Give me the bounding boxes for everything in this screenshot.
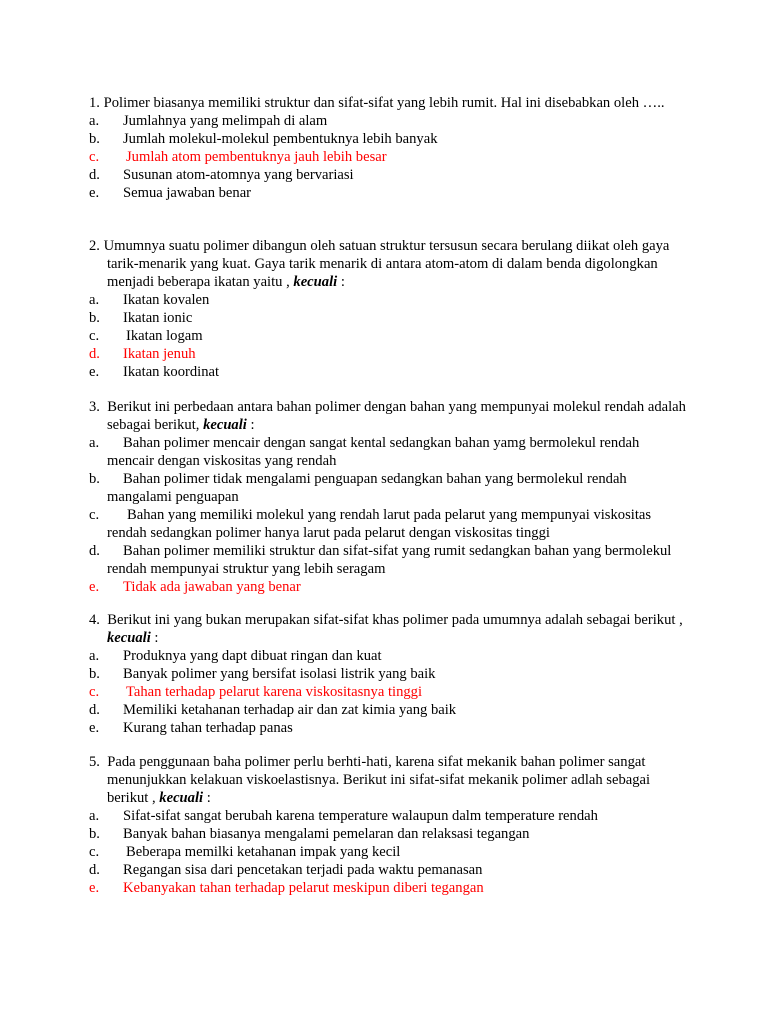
option-letter: e. <box>89 880 100 896</box>
option-3e-answer <box>89 578 689 596</box>
option-3d <box>89 542 689 578</box>
option-text: Memiliki ketahanan terhadap air dan zat kimia yang baik <box>123 702 457 718</box>
question-suffix: : <box>150 630 159 646</box>
question-2-stem <box>89 237 689 291</box>
option-text: Susunan atom-atomnya yang bervariasi <box>123 167 354 183</box>
question-keyword: kecuali <box>107 630 151 646</box>
option-letter: c. <box>89 507 100 523</box>
question-5 <box>89 753 689 897</box>
option-letter: d. <box>89 167 100 183</box>
question-1-stem <box>89 94 689 112</box>
option-letter: d. <box>89 702 100 718</box>
option-text: Banyak polimer yang bersifat isolasi listrik yang baik <box>123 666 436 682</box>
option-letter: b. <box>89 310 100 326</box>
option-4d <box>89 701 689 719</box>
option-letter: b. <box>89 471 100 487</box>
option-text: Semua jawaban benar <box>123 185 252 201</box>
option-1a <box>89 112 689 130</box>
question-3-stem <box>89 398 689 434</box>
option-letter: d. <box>89 543 100 559</box>
option-2a <box>89 291 689 309</box>
option-text: Ikatan logam <box>126 328 203 344</box>
option-text: Bahan polimer tidak mengalami penguapan sedangkan bahan yang bermolekul rendah mangalami penguapan <box>107 471 627 505</box>
option-2c <box>89 327 689 345</box>
option-text: Regangan sisa dari pencetakan terjadi pada waktu pemanasan <box>123 862 483 878</box>
option-text: Kebanyakan tahan terhadap pelarut meskipun diberi tegangan <box>123 880 484 896</box>
question-text: Berikut ini perbedaan antara bahan polimer dengan bahan yang mempunyai molekul rendah adalah sebagai berikut, <box>107 399 686 433</box>
option-3a <box>89 434 689 470</box>
option-1c-answer <box>89 148 689 166</box>
option-2d-answer <box>89 345 689 363</box>
option-4b <box>89 665 689 683</box>
question-suffix: : <box>203 790 211 806</box>
option-text: Ikatan koordinat <box>123 364 220 380</box>
option-5e-answer <box>89 879 689 897</box>
question-number: 5. <box>89 754 100 770</box>
option-5d <box>89 861 689 879</box>
option-text: Tidak ada jawaban yang benar <box>123 579 301 595</box>
option-letter: a. <box>89 808 100 824</box>
option-5c <box>89 843 689 861</box>
question-number: 3. <box>89 399 100 415</box>
option-text: Sifat-sifat sangat berubah karena temperature walaupun dalm temperature rendah <box>123 808 598 824</box>
question-number: 2. <box>89 238 100 254</box>
question-text: Pada penggunaan baha polimer perlu berhti-hati, karena sifat mekanik bahan polimer sangat menunjukkan kelakuan viskoelastisnya. Berikut ini sifat-sifat mekanik polimer adlah sebagai berikut , <box>107 754 651 806</box>
option-5a <box>89 807 689 825</box>
question-text: Polimer biasanya memiliki struktur dan sifat-sifat yang lebih rumit. Hal ini disebabkan oleh ….. <box>103 95 665 111</box>
option-text: Beberapa memilki ketahanan impak yang kecil <box>126 844 401 860</box>
option-text: Bahan yang memiliki molekul yang rendah larut pada pelarut yang mempunyai viskositas rendah sedangkan polimer hanya larut pada pelarut dengan viskositas tinggi <box>107 507 652 541</box>
question-1 <box>89 94 689 202</box>
option-letter: e. <box>89 579 100 595</box>
option-text: Produknya yang dapt dibuat ringan dan kuat <box>123 648 382 664</box>
option-letter: c. <box>89 844 100 860</box>
option-2b <box>89 309 689 327</box>
option-2e <box>89 363 689 381</box>
option-text: Kurang tahan terhadap panas <box>123 720 293 736</box>
question-text: Umumnya suatu polimer dibangun oleh satuan struktur tersusun secara berulang diikat oleh gaya tarik-menarik yang kuat. Gaya tarik menarik di antara atom-atom di dalam benda digolongkan menjadi beberapa ikatan yaitu , <box>103 238 670 290</box>
option-letter: c. <box>89 149 100 165</box>
question-number: 4. <box>89 612 100 628</box>
option-text: Ikatan ionic <box>123 310 193 326</box>
option-3b <box>89 470 689 506</box>
option-letter: a. <box>89 648 100 664</box>
question-5-stem <box>89 753 689 807</box>
option-4a <box>89 647 689 665</box>
question-2 <box>89 237 689 381</box>
option-text: Bahan polimer memiliki struktur dan sifat-sifat yang rumit sedangkan bahan yang bermolekul rendah mempunyai struktur yang lebih seragam <box>107 543 672 577</box>
option-5b <box>89 825 689 843</box>
option-letter: b. <box>89 826 100 842</box>
question-text: Berikut ini yang bukan merupakan sifat-sifat khas polimer pada umumnya adalah sebagai berikut , <box>107 612 683 628</box>
option-1e <box>89 184 689 202</box>
question-4 <box>89 611 689 737</box>
option-letter: e. <box>89 185 100 201</box>
option-text: Ikatan jenuh <box>123 346 196 362</box>
option-text: Jumlah molekul-molekul pembentuknya lebih banyak <box>123 131 438 147</box>
option-letter: a. <box>89 435 100 451</box>
option-text: Jumlahnya yang melimpah di alam <box>123 113 328 129</box>
option-text: Jumlah atom pembentuknya jauh lebih besar <box>126 149 387 165</box>
option-1b <box>89 130 689 148</box>
question-keyword: kecuali <box>159 790 204 806</box>
option-text: Tahan terhadap pelarut karena viskositasnya tinggi <box>126 684 423 700</box>
question-suffix: : <box>246 417 255 433</box>
question-keyword: kecuali <box>293 274 338 290</box>
option-letter: b. <box>89 131 100 147</box>
question-suffix: : <box>337 274 345 290</box>
option-text: Banyak bahan biasanya mengalami pemelaran dan relaksasi tegangan <box>123 826 530 842</box>
option-letter: a. <box>89 113 100 129</box>
option-letter: c. <box>89 328 100 344</box>
option-letter: e. <box>89 720 100 736</box>
question-4-stem <box>89 611 689 647</box>
option-3c <box>89 506 689 542</box>
option-letter: b. <box>89 666 100 682</box>
question-number: 1. <box>89 95 100 111</box>
option-4c-answer <box>89 683 689 701</box>
question-keyword: kecuali <box>203 417 247 433</box>
option-text: Ikatan kovalen <box>123 292 210 308</box>
option-letter: d. <box>89 346 100 362</box>
option-4e <box>89 719 689 737</box>
option-letter: e. <box>89 364 100 380</box>
option-1d <box>89 166 689 184</box>
option-letter: d. <box>89 862 100 878</box>
option-letter: c. <box>89 684 100 700</box>
option-text: Bahan polimer mencair dengan sangat kental sedangkan bahan yamg bermolekul rendah mencair dengan viskositas yang rendah <box>107 435 640 469</box>
option-letter: a. <box>89 292 100 308</box>
question-3 <box>89 398 689 596</box>
